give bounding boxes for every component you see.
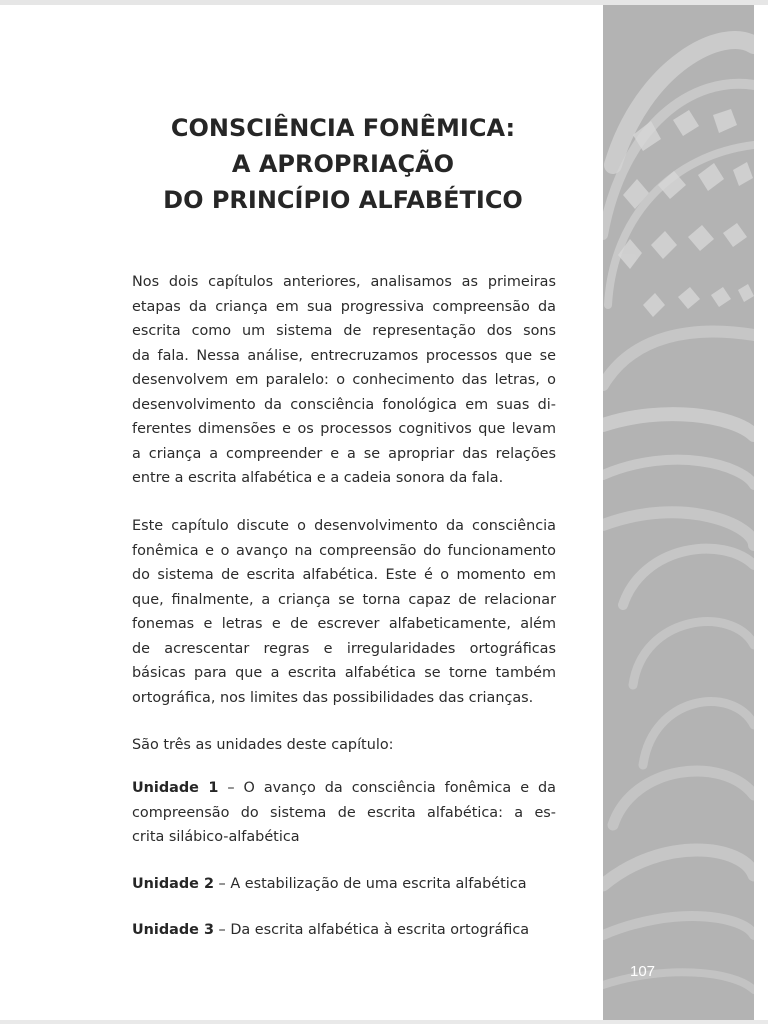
title-line-3: DO PRINCÍPIO ALFABÉTICO (163, 186, 523, 214)
text-line: Este capítulo discute o desenvolvimento da consciência (132, 518, 556, 534)
page-number: 107 (630, 963, 656, 980)
text-line (132, 872, 556, 897)
text-line: básicas para que a escrita alfabética se torne também (132, 665, 556, 681)
decorative-sidebar (603, 5, 754, 1020)
text-line: do sistema de escrita alfabética. Este é o momento em (132, 567, 556, 583)
unit-2-item (132, 872, 556, 897)
unit-1-item (132, 776, 556, 850)
bottom-border (0, 1020, 768, 1024)
text-line: crita silábico-alfabética (132, 829, 300, 845)
unit-text: – A estabilização de uma escrita alfabética (213, 876, 527, 892)
text-line: desenvolvem em paralelo: o conhecimento das letras, o (132, 372, 556, 388)
paragraph-chapter-description (132, 514, 556, 710)
text-line: a criança a compreender e a se apropriar das relações (132, 445, 556, 462)
spiral-pattern-graphic (603, 5, 754, 1020)
unit-label: Unidade 3 (132, 922, 214, 938)
text-line: fonêmica e o avanço na compreensão do funcionamento (132, 542, 556, 559)
unit-3-item (132, 918, 556, 943)
text-line (132, 918, 556, 943)
unit-text: – Da escrita alfabética à escrita ortográfica (213, 922, 530, 938)
text-line: de acrescentar regras e irregularidades ortográficas (132, 640, 556, 657)
title-line-1: CONSCIÊNCIA FONÊMICA: (170, 114, 516, 142)
unit-label: Unidade 1 (132, 780, 219, 796)
text-line: fonemas e letras e de escrever alfabeticamente, além (132, 616, 556, 632)
unit-label: Unidade 2 (132, 876, 214, 892)
chapter-title (133, 110, 553, 218)
text-line: etapas da criança em sua progressiva compreensão da (132, 298, 556, 315)
paragraph-intro (132, 270, 556, 491)
unit-text: – O avanço da consciência fonêmica e da (218, 780, 556, 796)
text-line: compreensão do sistema de escrita alfabética: a es- (132, 804, 556, 821)
text-line: escrita como um sistema de representação dos sons (132, 323, 556, 339)
text-line: da fala. Nessa análise, entrecruzamos processos que se (132, 347, 556, 364)
text-line: ferentes dimensões e os processos cognitivos que levam (132, 421, 556, 437)
title-line-2: A APROPRIAÇÃO (231, 150, 455, 178)
paragraph-units-intro (132, 733, 556, 758)
text-line: ortográfica, nos limites das possibilidades das crianças. (132, 689, 534, 706)
text-line: que, finalmente, a criança se torna capaz de relacionar (132, 591, 556, 608)
text-line: Nos dois capítulos anteriores, analisamos as primeiras (132, 274, 556, 290)
text-line (132, 776, 556, 801)
text-line: São três as unidades deste capítulo: (132, 737, 394, 753)
text-line: desenvolvimento da consciência fonológica em suas di- (132, 396, 556, 413)
text-line: entre a escrita alfabética e a cadeia sonora da fala. (132, 470, 504, 486)
